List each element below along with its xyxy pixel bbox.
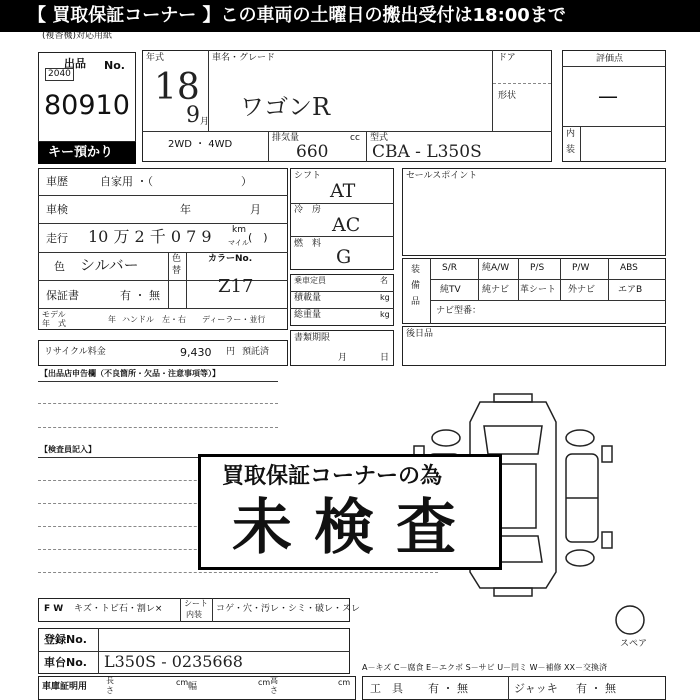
score-value: — <box>598 84 618 108</box>
equip-item: 外ナビ <box>568 285 596 295</box>
recycle-amount: 9,430 <box>180 346 212 359</box>
year-month-value: 9 <box>186 103 200 128</box>
year-month-unit: 月 <box>200 117 210 127</box>
model-year-unit: 年 <box>108 315 116 324</box>
shift-label: シフト <box>294 171 322 181</box>
recycle-label: リサイクル料金 <box>44 347 106 357</box>
name-value: ワゴンR <box>240 93 331 121</box>
inspection-year-unit: 年 <box>180 203 191 216</box>
equip-item: P/S <box>530 263 545 273</box>
seat-items: コゲ・穴・汚レ・シミ・破レ・スレ <box>216 604 361 614</box>
doc-expiry-month: 月 <box>338 353 348 363</box>
fw-label: F W <box>44 604 64 614</box>
lot-number: 80910 <box>44 90 130 121</box>
doc-expiry-label: 書類期限 <box>294 333 331 343</box>
lot-no-label: No. <box>104 59 125 72</box>
mileage-value: 10 万 2 千 0 7 9 <box>88 227 212 246</box>
chassis-value: L350S - 0235668 <box>104 652 243 671</box>
stamp-line-1: 買取保証コーナーの為 <box>222 464 443 489</box>
equip-item: 純ナビ <box>482 285 510 295</box>
color-no-value: Z17 <box>218 276 254 297</box>
fuel-value: G <box>336 246 352 268</box>
color-sub-1: 色 <box>172 254 182 264</box>
post-note-box <box>402 326 666 366</box>
fuel-label: 燃 料 <box>294 239 322 249</box>
equip-item: エアB <box>618 285 643 295</box>
tools-label: 工 具 <box>370 682 403 695</box>
declaration-heading: 【出品店申告欄（不良箇所・欠品・注意事項等）】 <box>40 369 220 378</box>
doc-expiry-day: 日 <box>380 353 390 363</box>
model-year-l1: モデル <box>42 310 66 319</box>
seat-label-2: 内装 <box>186 610 202 619</box>
recycle-unit: 円 <box>226 347 236 357</box>
equip-item: 純A/W <box>482 263 510 273</box>
cert-label: 車庫証明用 <box>42 682 88 692</box>
cert-width: 幅 <box>188 682 198 692</box>
model-year-handle: ハンドル 左・右 <box>122 315 186 324</box>
detail-box <box>38 168 288 330</box>
damage-legend: A－キズ C－腐食 E－エクボ S－サビ U－凹ミ W－補修 XX－交換済 <box>362 663 608 672</box>
cert-length-1: 長 <box>106 676 114 685</box>
mileage-unit-km: km <box>232 225 246 235</box>
cert-height-2: さ <box>270 686 278 695</box>
equip-item: 革シート <box>520 285 557 295</box>
seat-label-1: シート <box>184 599 208 608</box>
mileage-label: 走行 <box>46 232 68 245</box>
displacement-label: 排気量 <box>272 133 300 143</box>
jack-value: 有 ・ 無 <box>576 682 616 695</box>
interior-label-1: 内 <box>566 129 576 139</box>
shift-value: AT <box>330 180 356 202</box>
history-value: 自家用 ・（ ） <box>100 175 252 188</box>
inspection-label: 車検 <box>46 203 68 216</box>
shape-label: 形状 <box>498 91 517 101</box>
form-note: (複香機)対応用紙 <box>42 31 113 41</box>
color-no-label: カラーNo. <box>208 254 253 264</box>
score-label: 評価点 <box>596 54 624 64</box>
banner-text: 【 買取保証コーナー 】この車両の土曜日の搬出受付は18:00まで <box>28 5 566 26</box>
displacement-value: 660 <box>296 142 329 162</box>
color-label: 色 <box>54 260 65 273</box>
mileage-paren: ( ) <box>248 231 268 244</box>
inspection-month-unit: 月 <box>250 203 261 216</box>
warranty-value: 有 ・ 無 <box>120 289 160 302</box>
mileage-unit-mile: マイル <box>228 239 249 247</box>
history-label: 車歴 <box>46 175 68 188</box>
color-value: シルバー <box>80 256 139 274</box>
cert-height-1: 高 <box>270 676 278 685</box>
cert-length-2: さ <box>106 686 114 695</box>
post-note-label: 後日品 <box>406 329 434 339</box>
chassis-label: 車台No. <box>44 656 87 669</box>
sales-point-label: セールスポイント <box>406 171 478 181</box>
tools-value: 有 ・ 無 <box>428 682 468 695</box>
displacement-unit: cc <box>350 133 360 143</box>
cert-length-unit: cm <box>176 678 189 687</box>
equip-item: P/W <box>572 263 590 273</box>
sales-point-box <box>402 168 666 256</box>
equip-item: ABS <box>620 263 638 273</box>
recycle-status: 預託済 <box>242 347 270 357</box>
door-label: ドア <box>498 53 516 63</box>
aircon-value: AC <box>332 214 361 236</box>
model-label: 型式 <box>370 133 389 143</box>
equip-label-1: 装 <box>411 265 421 275</box>
model-year-dealer: ディーラー・並行 <box>202 315 266 324</box>
color-sub-2: 替 <box>172 266 182 276</box>
inspector-heading: 【検査員記入】 <box>40 445 96 454</box>
equip-label-2: 備 <box>411 281 421 291</box>
gross-label: 総重量 <box>294 310 322 320</box>
registration-label: 登録No. <box>44 633 87 646</box>
aircon-label: 冷 房 <box>294 205 322 215</box>
spare-label: スペア <box>620 639 648 649</box>
year-value: 18 <box>154 67 200 108</box>
capacity-unit: 名 <box>380 276 388 285</box>
interior-label-2: 装 <box>566 145 576 155</box>
fw-items: キズ・トビ石・割レ× <box>74 604 163 614</box>
spare-tire-icon <box>614 604 646 636</box>
equip-item: S/R <box>442 263 457 273</box>
lot-prefix: 出品 <box>64 57 86 70</box>
year-label: 年式 <box>146 53 165 63</box>
equip-item: 純TV <box>440 285 461 295</box>
warranty-label: 保証書 <box>46 289 79 302</box>
key-tag-label: キー預かり <box>48 145 114 160</box>
stamp-line-2: 未検査 <box>232 493 478 563</box>
load-label: 積載量 <box>294 293 322 303</box>
jack-label: ジャッキ <box>514 682 558 695</box>
load-unit: kg <box>380 293 390 302</box>
gross-unit: kg <box>380 310 390 319</box>
name-label: 車名・グレード <box>212 53 276 63</box>
cert-height-unit: cm <box>338 678 351 687</box>
navi-model-label: ナビ型番： <box>436 306 482 316</box>
cert-width-unit: cm <box>258 678 271 687</box>
equip-label-3: 品 <box>411 297 421 307</box>
capacity-label: 乗車定員 <box>294 276 326 285</box>
model-value: CBA - L350S <box>372 142 482 162</box>
model-year-l2: 年 式 <box>42 319 66 328</box>
drive-options: 2WD ・ 4WD <box>168 139 233 150</box>
lot-code: 2040 <box>45 68 74 81</box>
